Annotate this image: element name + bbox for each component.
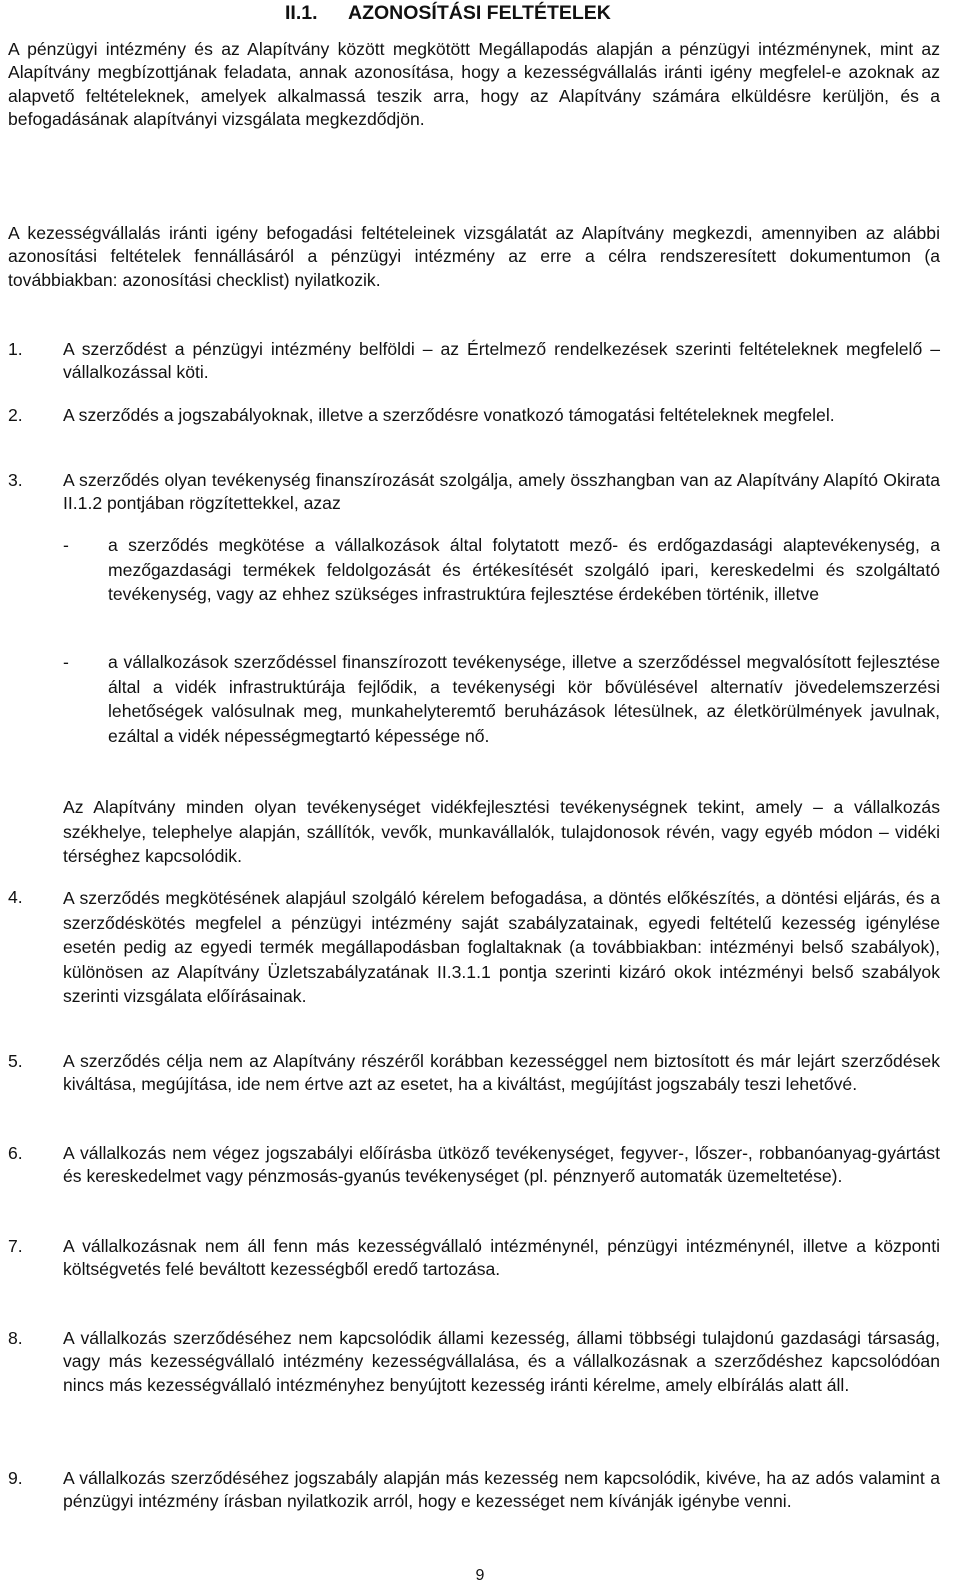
list-item: [8, 1142, 940, 1189]
list-item: [8, 1467, 940, 1514]
item-text: A szerződést a pénzügyi intézmény belföldi – az Értelmező rendelkezések szerinti feltételeknek megfelelő – vállalkozással köti.: [63, 339, 940, 383]
item-text: A szerződés célja nem az Alapítvány részéről korábban kezességgel nem biztosított és már lejárt szerződések kiváltása, megújítása, ide nem értve azt az esetet, ha a kiváltást, megújítást jogszabály teszi lehetővé.: [63, 1051, 940, 1095]
dash-marker: -: [63, 652, 69, 672]
intro-paragraph: A kezességvállalás iránti igény befogadási feltételeinek vizsgálatát az Alapítvány megkezdi, amennyiben az alábbi azonosítási feltételek fennállásáról a pénzügyi intézmény az erre a célra rendszeresített dokumentumon (a továbbiakban: azonosítási checklist) nyilatkozik.: [8, 223, 940, 290]
item-number: 6.: [8, 1143, 23, 1163]
intro-paragraph: A pénzügyi intézmény és az Alapítvány között megkötött Megállapodás alapján a pénzügyi intézménynek, mint az Alapítvány megbízottjának feladata, annak azonosítása, hogy a kezességvállalás iránti igény megfelel-e azoknak az alapvető feltételeknek, amelyek alkalmassá teszik arra, hogy az Alapítvány számára elküldésre kerüljön, és a befogadásának alapítványi vizsgálata megkezdődjön.: [8, 39, 940, 129]
sub-list-item: [63, 533, 940, 607]
list-item: [8, 1050, 940, 1097]
list-item: [8, 469, 940, 516]
page-number: 9: [475, 1567, 485, 1584]
item-number: 7.: [8, 1236, 23, 1256]
item-text: A vállalkozás nem végez jogszabályi előírásba ütköző tevékenységet, fegyver-, lőszer-, robbanóanyag-gyártást és kereskedelmet vagy pénzmosás-gyanús tevékenységet (pl. pénznyerő automaták üzemeltetése).: [63, 1143, 940, 1187]
sub-list-item: [63, 650, 940, 748]
item-text: A vállalkozásnak nem áll fenn más kezességvállaló intézménynél, pénzügyi intézménynél, illetve a központi költségvetés felé beváltott kezességből eredő tartozása.: [63, 1236, 940, 1280]
item-number: 9.: [8, 1468, 23, 1488]
list-item: [8, 1235, 940, 1282]
item-text: A szerződés olyan tevékenység finanszírozását szolgálja, amely összhangban van az Alapítvány Alapító Okirata II.1.2 pontjában rögzítettekkel, azaz: [63, 470, 940, 514]
section-title: AZONOSÍTÁSI FELTÉTELEK: [348, 2, 611, 24]
item-number: 3.: [8, 470, 23, 490]
item-number: 2.: [8, 405, 23, 425]
item-text: A vállalkozás szerződéséhez jogszabály alapján más kezesség nem kapcsolódik, kivéve, ha az adós valamint a pénzügyi intézmény írásban nyilatkozik arról, hogy e kezességet nem kívánják igénybe venni.: [63, 1468, 940, 1512]
item-text: A szerződés megkötésének alapjául szolgáló kérelem befogadása, a döntés előkészítés, a döntési eljárás, és a szerződéskötés megfelel a pénzügyi intézmény saját szabályzatainak, egyedi feltételű kezesség igénylése esetén pedig az egyedi termék megállapodásban foglaltaknak (a továbbiakban: intézményi belső szabályok), különösen az Alapítvány Üzletszabályzatának II.3.1.1 pontja szerinti kizáró okok intézményi belső szabályok szerinti vizsgálata előírásainak.: [63, 888, 940, 1006]
list-item: [8, 404, 940, 427]
item-number: 8.: [8, 1328, 23, 1348]
item-text: A szerződés a jogszabályoknak, illetve a szerződésre vonatkozó támogatási feltételeknek megfelel.: [63, 405, 835, 425]
sub-item-text: a vállalkozások szerződéssel finanszírozott tevékenysége, illetve a szerződéssel megvalósított fejlesztése által a vidék infrastruktúrája fejlődik, a tevékenységi kör bővülésével alternatív jövedelemszerzési lehetőségek valósulnak meg, munkahelyteremtő beruházások létesülnek, az életkörülmények javulnak, ezáltal a vidék népességmegtartó képessége nő.: [108, 652, 940, 746]
sub-item-text: a szerződés megkötése a vállalkozások által folytatott mező- és erdőgazdasági alaptevékenység, a mezőgazdasági termékek feldolgozását és értékesítését szolgáló ipari, kereskedelmi és szolgáltató tevékenység, vagy az ehhez szükséges infrastruktúra fejlesztése érdekében történik, illetve: [108, 535, 940, 605]
section-number: II.1.: [285, 2, 318, 24]
dash-marker: -: [63, 535, 69, 555]
section-heading: [285, 2, 611, 25]
item-number: 5.: [8, 1051, 23, 1071]
item-number: 4.: [8, 887, 23, 907]
item-note: Az Alapítvány minden olyan tevékenységet vidékfejlesztési tevékenységnek tekint, amely – a vállalkozás székhelye, telephelye alapján, szállítók, vevők, munkavállalók, tulajdonosok révén, vagy egyéb módon – vidéki térséghez kapcsolódik.: [63, 797, 940, 867]
item-number: 1.: [8, 339, 23, 359]
list-item: [8, 886, 940, 1009]
item-text: A vállalkozás szerződéséhez nem kapcsolódik állami kezesség, állami többségi tulajdonú gazdasági társaság, vagy más kezességvállaló intézmény kezességvállalása, és a vállalkozásnak a szerződéshez kapcsolódóan nincs más kezességvállaló intézményhez benyújtott kezesség iránti kérelme, amely elbírálás alatt áll.: [63, 1328, 940, 1395]
list-item: [8, 1327, 940, 1397]
list-item: [8, 338, 940, 385]
